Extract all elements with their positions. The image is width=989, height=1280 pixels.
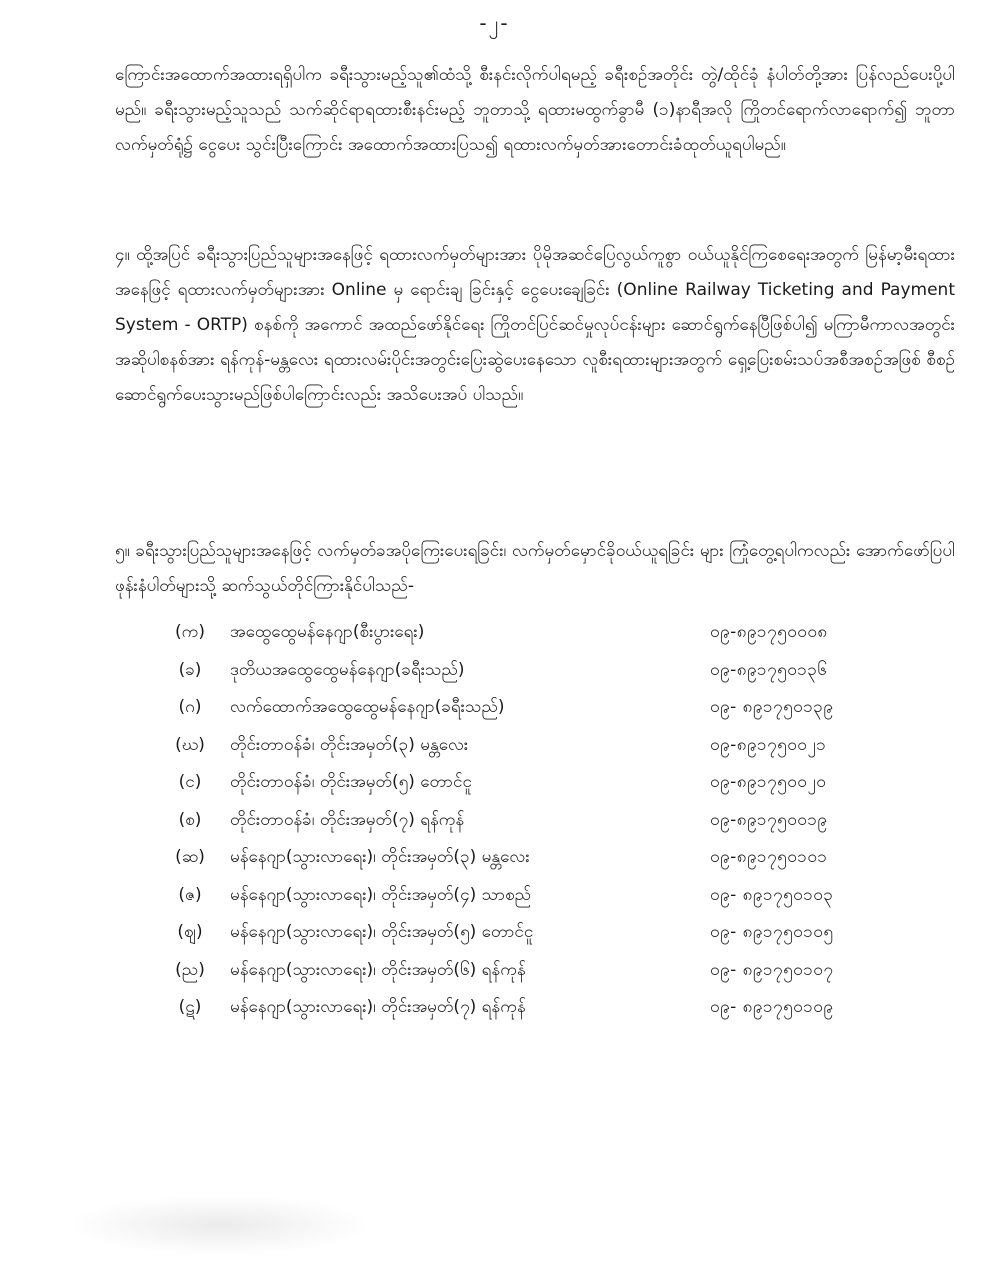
contact-label: (စ)	[178, 809, 202, 830]
contact-phone: ၀၉- ၈၉၁၇၅၀၁၀၃	[710, 884, 834, 905]
paragraph-5-complaints: ၅။ ခရီးသွားပြည်သူများအနေဖြင့် လက်မှတ်ခအပိုကြေးပေးရခြင်း၊ လက်မှတ်မှောင်ခိုဝယ်ယူရခြင်း များ ကြုံတွေ့ရပါကလည်း အောက်ဖော်ပြပါ ဖုန်းနံပါတ်များသို့ ဆက်သွယ်တိုင်ကြားနိုင်ပါသည်-	[115, 541, 955, 596]
contact-office: မန်နေဂျာ(သွားလာရေး)၊ တိုင်းအမှတ်(၃) မန္တလေး	[230, 847, 530, 868]
contact-row	[160, 878, 880, 916]
contact-row	[160, 765, 880, 803]
contact-office: မန်နေဂျာ(သွားလာရေး)၊ တိုင်းအမှတ်(၅) တောင်ငူ	[230, 922, 534, 943]
contact-row	[160, 953, 880, 991]
contact-row	[160, 690, 880, 728]
contact-phone: ၀၉-၈၉၁၇၅၀၀၂၀	[710, 772, 827, 793]
contact-phone: ၀၉- ၈၉၁၇၅၀၁၀၅	[710, 922, 834, 943]
contact-row	[160, 653, 880, 691]
contact-phone: ၀၉-၈၉၁၇၅၀၁၀၁	[710, 847, 828, 868]
contact-office: အထွေထွေမန်နေဂျာ(စီးပွားရေး)	[230, 622, 425, 643]
contact-office: တိုင်းတာဝန်ခံ၊ တိုင်းအမှတ်(၅) တောင်ငူ	[230, 772, 472, 793]
contact-list	[160, 615, 880, 1028]
contact-row	[160, 803, 880, 841]
contact-row	[160, 840, 880, 878]
contact-label: (င)	[178, 772, 202, 793]
contact-label: (ဇ)	[178, 884, 202, 905]
contact-office: တိုင်းတာဝန်ခံ၊ တိုင်းအမှတ်(၇) ရန်ကုန်	[230, 809, 465, 830]
contact-label: (ခ)	[178, 659, 202, 680]
contact-label: (က)	[175, 622, 205, 643]
contact-label: (ည)	[175, 959, 205, 980]
contact-phone: ၀၉-၈၉၁၇၅၀၁၃၆	[710, 659, 828, 680]
contact-label: (ဈ)	[177, 922, 203, 943]
contact-label: (ဆ)	[175, 847, 205, 868]
contact-office: မန်နေဂျာ(သွားလာရေး)၊ တိုင်းအမှတ်(၄) သာစည်	[230, 884, 532, 905]
contact-office: မန်နေဂျာ(သွားလာရေး)၊ တိုင်းအမှတ်(၇) ရန်ကုန်	[230, 997, 526, 1018]
contact-phone: ၀၉- ၈၉၁၇၅၀၁၃၉	[710, 697, 834, 718]
contact-label: (ဋ)	[178, 997, 202, 1018]
contact-phone: ၀၉- ၈၉၁၇၅၀၁၀၇	[710, 959, 834, 980]
contact-office: မန်နေဂျာ(သွားလာရေး)၊ တိုင်းအမှတ်(၆) ရန်ကုန်	[230, 959, 526, 980]
contact-row	[160, 728, 880, 766]
contact-phone: ၀၉- ၈၉၁၇၅၀၁၀၉	[710, 997, 834, 1018]
contact-phone: ၀၉-၈၉၁၇၅၀၀၀၈	[710, 622, 828, 643]
contact-office: တိုင်းတာဝန်ခံ၊ တိုင်းအမှတ်(၃) မန္တလေး	[230, 734, 469, 755]
contact-phone: ၀၉-၈၉၁၇၅၀၀၁၉	[710, 809, 828, 830]
contact-row	[160, 615, 880, 653]
contact-phone: ၀၉-၈၉၁၇၅၀၀၂၁	[710, 734, 827, 755]
contact-label: (ဃ)	[175, 734, 205, 755]
contact-office: လက်ထောက်အထွေထွေမန်နေဂျာ(ခရီးသည်)	[230, 697, 505, 718]
contact-row	[160, 915, 880, 953]
contact-row	[160, 990, 880, 1028]
paragraph-continuation: ကြောင်းအထောက်အထားရရှိပါက ခရီးသွားမည့်သူ၏ထံသို့ စီးနင်းလိုက်ပါရမည့် ခရီးစဉ်အတိုင်း တွဲ/ထိုင်ခုံ နံပါတ်တို့အား ပြန်လည်ပေးပို့ပါမည်။ ခရီးသွားမည့်သူသည် သက်ဆိုင်ရာရထားစီးနင်းမည့် ဘူတာသို့ ရထားမထွက်ခွာမီ (၁)နာရီအလို ကြိုတင်ရောက်လာရောက်၍ ဘူတာလက်မှတ်ရုံ၌ ငွေပေး သွင်းပြီးကြောင်း အထောက်အထားပြသ၍ ရထားလက်မှတ်အားတောင်းခံထုတ်ယူရပါမည်။	[115, 65, 955, 155]
contact-label: (ဂ)	[178, 697, 202, 718]
scan-smudge	[70, 1195, 370, 1255]
paragraph-4-online-ticketing: ၄။ ထို့အပြင် ခရီးသွားပြည်သူများအနေဖြင့် ရထားလက်မှတ်များအား ပိုမိုအဆင်ပြေလွယ်ကူစွာ ဝယ်ယူနိုင်ကြစေရေးအတွက် မြန်မာ့မီးရထားအနေဖြင့် ရထားလက်မှတ်များအား Online မှ ရောင်းချ ခြင်းနှင့် ငွေပေးချေခြင်း (Online Railway Ticketing and Payment System - ORTP) စနစ်ကို အကောင် အထည်ဖော်နိုင်ရေး ကြိုတင်ပြင်ဆင်မှုလုပ်ငန်းများ ဆောင်ရွက်နေပြီဖြစ်ပါ၍ မကြာမီကာလအတွင်း အဆိုပါစနစ်အား ရန်ကုန်-မန္တလေး ရထားလမ်းပိုင်းအတွင်းပြေးဆွဲပေးနေသော လူစီးရထားများအတွက် ရှေ့ပြေးစမ်းသပ်အစီအစဉ်အဖြစ် စီစဉ်ဆောင်ရွက်ပေးသွားမည်ဖြစ်ပါကြောင်းလည်း အသိပေးအပ် ပါသည်။	[115, 245, 955, 405]
contact-office: ဒုတိယအထွေထွေမန်နေဂျာ(ခရီးသည်)	[230, 659, 465, 680]
page-number: -၂-	[479, 11, 510, 35]
